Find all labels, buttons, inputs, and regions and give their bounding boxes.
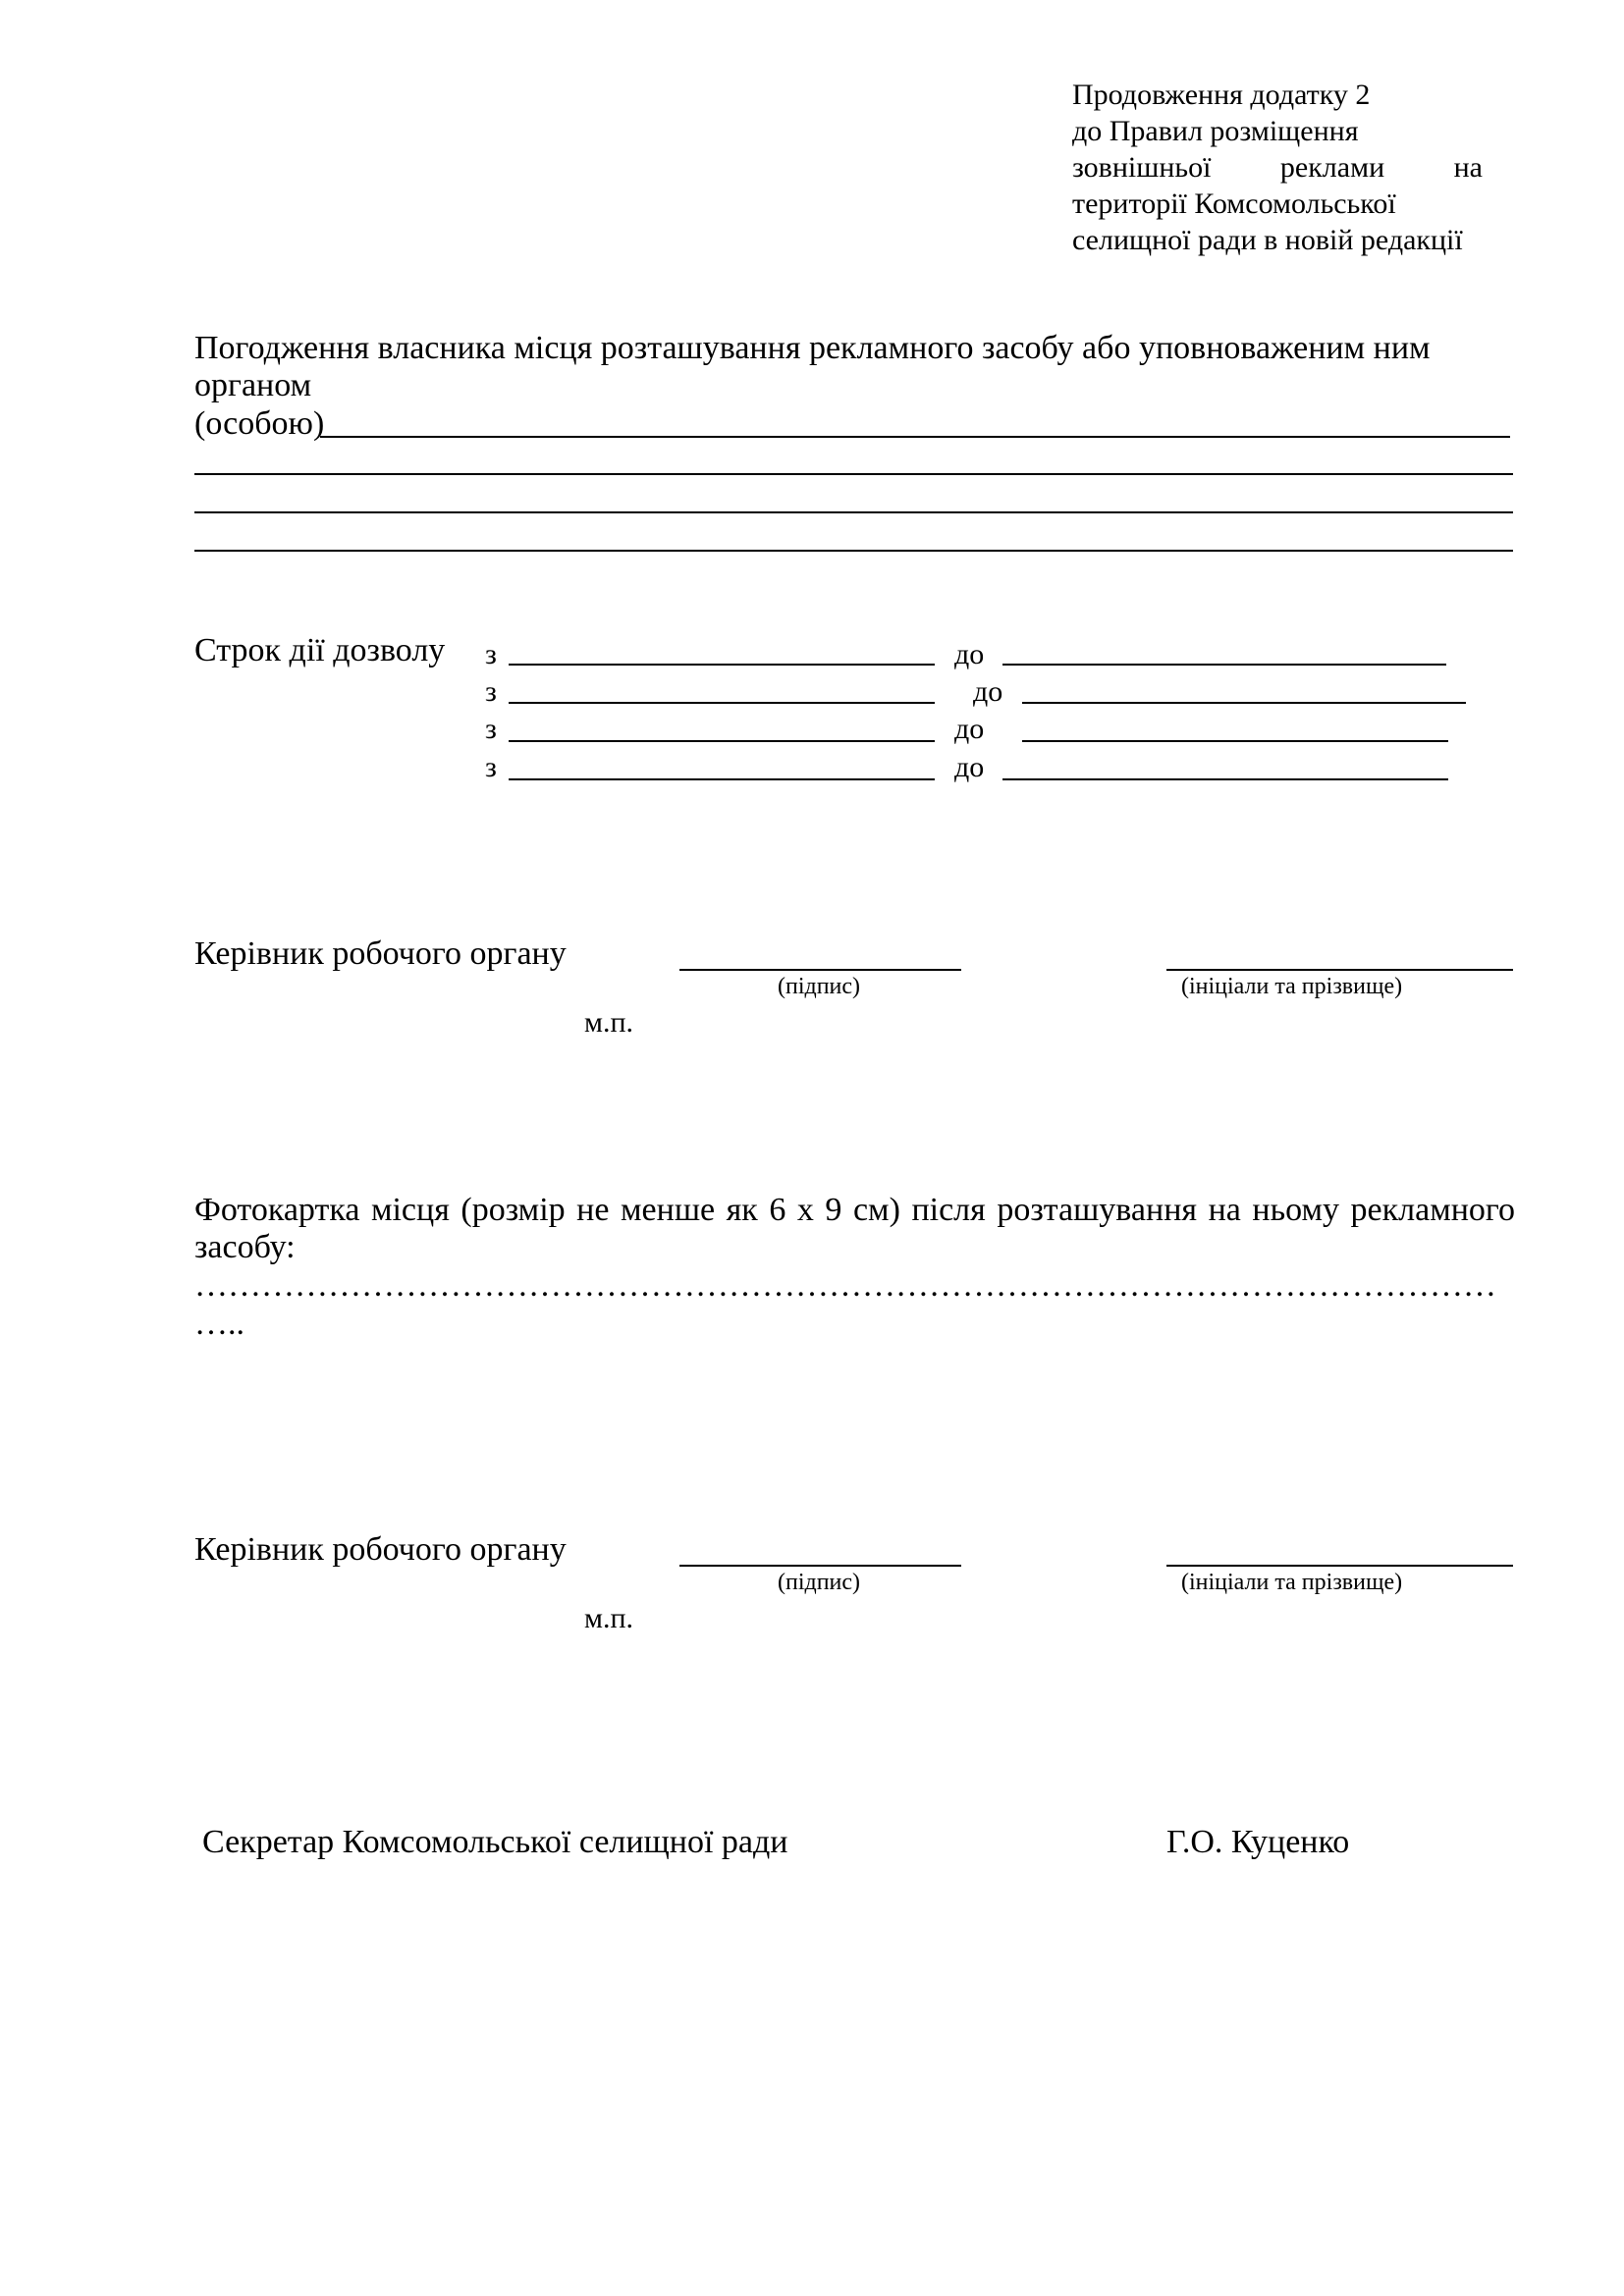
- photo-line-2: засобу:: [194, 1229, 296, 1265]
- header-line-2: до Правил розміщення: [1072, 115, 1359, 147]
- validity-to-label: до: [954, 751, 985, 783]
- head-label: Керівник робочого органу: [194, 1531, 567, 1568]
- approval-line-1: Погодження власника місця розташування рекламного засобу або уповноваженим ним: [194, 330, 1431, 366]
- secretary-name: Г.О. Куценко: [1166, 1824, 1350, 1860]
- stamp-label: м.п.: [584, 1006, 634, 1039]
- validity-from-field[interactable]: [509, 778, 935, 780]
- header-line-1: Продовження додатку 2: [1072, 79, 1371, 111]
- name-field[interactable]: [1166, 969, 1513, 971]
- secretary-title: Секретар Комсомольської селищної ради: [202, 1824, 788, 1860]
- name-caption: (ініціали та прізвище): [1181, 1570, 1403, 1595]
- validity-from-label: з: [485, 638, 497, 670]
- validity-to-field[interactable]: [1022, 740, 1448, 742]
- name-field[interactable]: [1166, 1565, 1513, 1567]
- head-label: Керівник робочого органу: [194, 935, 567, 972]
- validity-to-label: до: [954, 638, 985, 670]
- validity-to-field[interactable]: [1002, 778, 1448, 780]
- header-line-3: зовнішньої реклами на: [1072, 151, 1483, 184]
- header-line-5: селищної ради в новій редакції: [1072, 224, 1463, 256]
- approval-line-3: (особою): [194, 405, 325, 442]
- name-caption: (ініціали та прізвище): [1181, 974, 1403, 999]
- validity-label: Строк дії дозволу: [194, 632, 446, 668]
- approval-fill-line-4[interactable]: [194, 550, 1513, 552]
- signature-field[interactable]: [679, 969, 961, 971]
- signature-caption: (підпис): [778, 974, 861, 999]
- validity-from-field[interactable]: [509, 702, 935, 704]
- photo-dots-line-2: …..: [194, 1306, 244, 1342]
- photo-line-1: Фотокартка місця (розмір не менше як 6 х 9 см) після розташування на ньому рекламного: [194, 1192, 1515, 1228]
- signature-caption: (підпис): [778, 1570, 861, 1595]
- validity-to-field[interactable]: [1022, 702, 1466, 704]
- signature-field[interactable]: [679, 1565, 961, 1567]
- validity-to-label: до: [973, 675, 1003, 708]
- stamp-label: м.п.: [584, 1602, 634, 1634]
- validity-from-label: з: [485, 751, 497, 783]
- validity-from-label: з: [485, 675, 497, 708]
- header-line-4: території Комсомольської: [1072, 187, 1396, 220]
- validity-from-field[interactable]: [509, 664, 935, 666]
- approval-fill-line-1[interactable]: [320, 436, 1510, 438]
- validity-to-label: до: [954, 713, 985, 745]
- approval-fill-line-2[interactable]: [194, 473, 1513, 475]
- validity-from-field[interactable]: [509, 740, 935, 742]
- approval-fill-line-3[interactable]: [194, 511, 1513, 513]
- validity-from-label: з: [485, 713, 497, 745]
- photo-dots-line-1: ………………………………………………………………………………………………………: [194, 1267, 1496, 1304]
- approval-line-2: органом: [194, 367, 312, 403]
- validity-to-field[interactable]: [1002, 664, 1446, 666]
